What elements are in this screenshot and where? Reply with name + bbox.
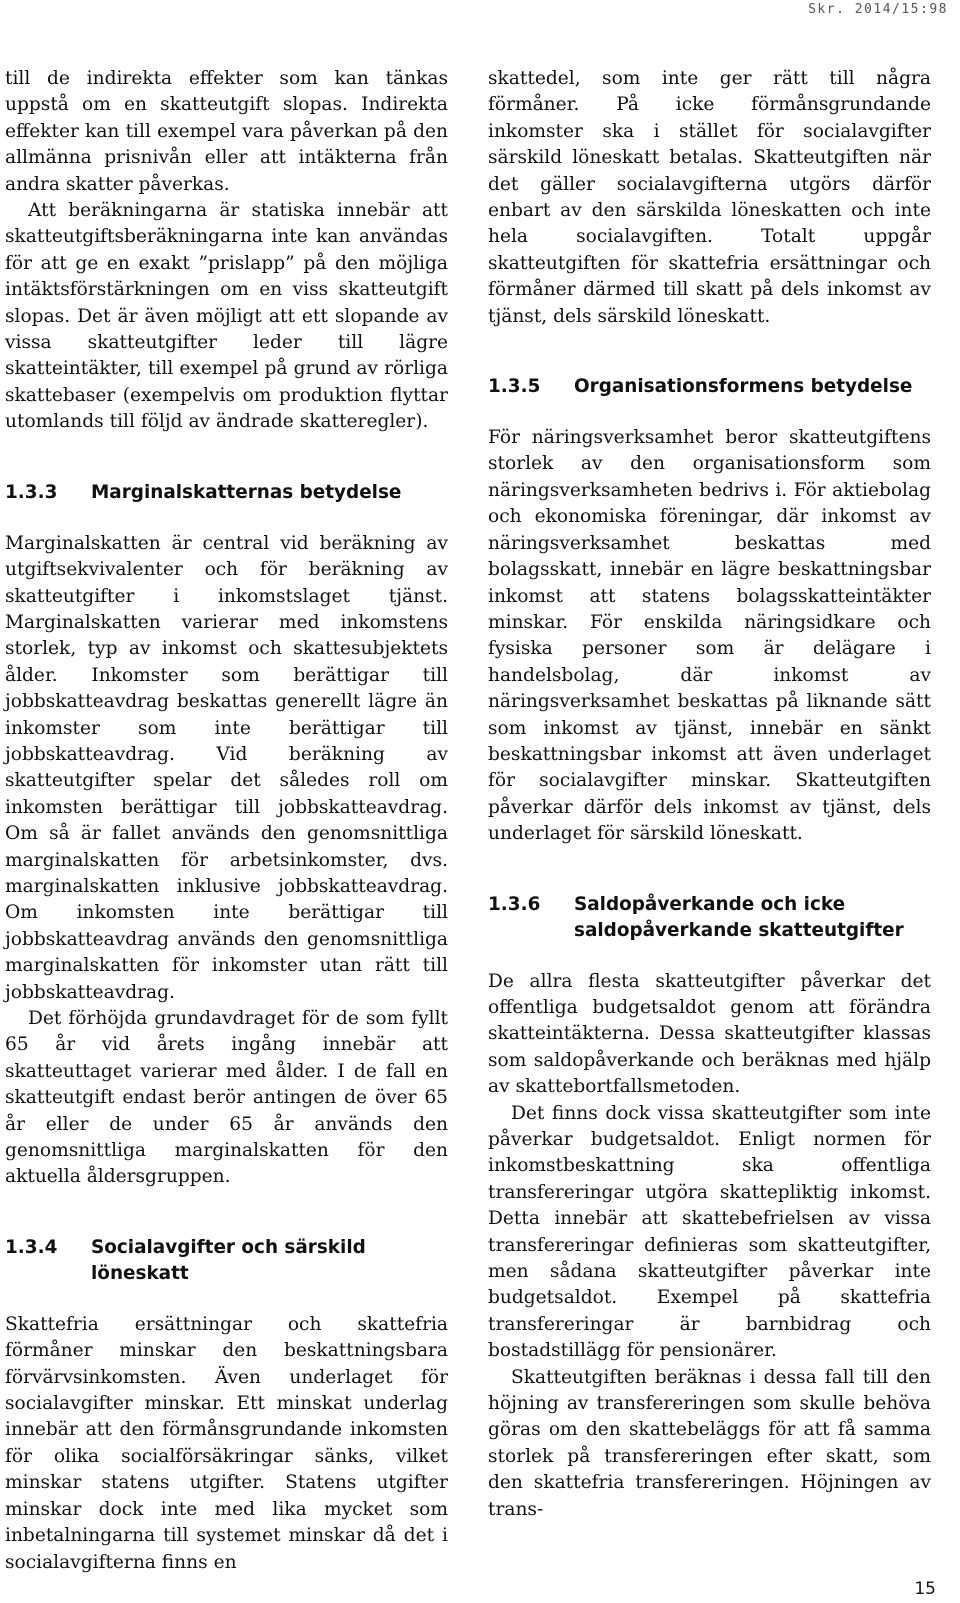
paragraph: För näringsverksamhet beror skatteutgiftens storlek av den organisationsform som näringsverksamheten bedrivs i. För aktiebolag och ekonomiska föreningar, där inkomst av näringsverksamhet beskattas med bolagsskatt, innebär en lägre beskattningsbar inkomst att statens bolagsskatteintäkter minskar. För enskilda näringsidkare och fysiska personer som är delägare i handelsbolag, där inkomst av näringsverksamhet beskattas på liknande sätt som inkomst av tjänst, innebär en sänkt beskattningsbar inkomst att även underlaget för socialavgifter minskar. Skatteutgiften påverkar därför dels inkomst av tjänst, dels underlaget för särskild löneskatt.	[488, 427, 931, 845]
paragraph: Skatteutgiften beräknas i dessa fall till den höjning av transfereringen som skulle behöva göras om den skattebeläggs för att få samma storlek på transfereringen efter skatt, som den skattefria transfereringen. Höjningen av trans-	[488, 1366, 931, 1520]
paragraph: Det finns dock vissa skatteutgifter som inte påverkar budgetsaldot. Enligt normen för inkomstbeskattning ska offentliga transfereringar utgöra skattepliktig inkomst. Detta innebär att skattebefrielsen av vissa transfereringar definieras som skatteutgifter, men sådana skatteutgifter påverkar inte budgetsaldot. Exempel på skattefria transfereringar är barnbidrag och bostadstillägg för pensionärer.	[488, 1102, 931, 1362]
section-heading-1-3-6	[488, 892, 931, 944]
section-heading-1-3-4	[5, 1235, 448, 1287]
section-title: Organisationsformens betydelse	[574, 376, 913, 398]
paragraph: Det förhöjda grundavdraget för de som fyllt 65 år vid årets ingång innebär att skatteuttaget varierar med ålder. I de fall en skatteutgift endast berör antingen de över 65 år eller de under 65 år används den genomsnittliga marginalskatten för den aktuella åldersgruppen.	[5, 1008, 448, 1188]
section-heading-1-3-5	[488, 374, 931, 400]
section-title: Marginalskatternas betydelse	[91, 481, 402, 503]
left-column	[5, 66, 448, 1576]
section-title: Saldopåverkande och icke saldopåverkande skatteutgifter	[574, 893, 904, 941]
running-header: Skr. 2014/15:98	[808, 2, 948, 17]
paragraph: Marginalskatten är central vid beräkning av utgiftsekvivalenter och för beräkning av skatteutgifter i inkomstslaget tjänst. Marginalskatten varierar med inkomstens storlek, typ av inkomst och skattesubjektets ålder. Inkomster som berättigar till jobbskatteavdrag beskattas generellt lägre än inkomster som inte berättigar till jobbskatteavdrag. Vid beräkning av skatteutgifter spelar det således roll om inkomsten berättigar till jobbskatteavdrag. Om så är fallet används den genomsnittliga marginalskatten för arbetsinkomster, dvs. marginalskatten inklusive jobbskatteavdrag. Om inkomsten inte berättigar till jobbskatteavdrag används den genomsnittliga marginalskatten för inkomster utan rätt till jobbskatteavdrag.	[5, 532, 448, 1003]
section-number: 1.3.4	[5, 1236, 58, 1258]
paragraph: Skattefria ersättningar och skattefria förmåner minskar den beskattningsbara förvärvsinkomsten. Även underlaget för socialavgifter minskar. Ett minskat underlag innebär att den förmånsgrundande inkomsten för olika socialförsäkringar sänks, vilket minskar statens utgifter. Statens utgifter minskar dock inte med lika mycket som inbetalningarna till systemet minskar då det i socialavgifterna finns en	[5, 1313, 448, 1573]
section-number: 1.3.6	[488, 893, 541, 915]
paragraph: Att beräkningarna är statiska innebär att skatteutgiftsberäkningarna inte kan användas för att ge en exakt ”prislapp” på den möjliga intäktsförstärkningen om en viss skatteutgift slopas. Det är även möjligt att ett slopande av vissa skatteutgifter leder till lägre skatteintäkter, till exempel på grund av rörliga skattebaser (exempelvis om produktion flyttar utomlands till följd av ändrade skatteregler).	[5, 200, 448, 433]
right-column	[488, 66, 931, 1523]
section-number: 1.3.5	[488, 376, 541, 398]
page-number: 15	[914, 1579, 936, 1599]
paragraph: skattedel, som inte ger rätt till några förmåner. På icke förmånsgrundande inkomster ska i stället för socialavgifter särskild löneskatt betalas. Skatteutgiften när det gäller socialavgifterna utgörs därför enbart av den särskilda löneskatten och inte hela socialavgiften. Totalt uppgår skatteutgiften för skattefria ersättningar och förmåner därmed till skatt på dels inkomst av tjänst, dels särskild löneskatt.	[488, 68, 931, 327]
section-title: Socialavgifter och särskild löneskatt	[91, 1236, 366, 1284]
paragraph: till de indirekta effekter som kan tänkas uppstå om en skatteutgift slopas. Indirekta effekter kan till exempel vara påverkan på den allmänna prisnivån eller att intäkterna från andra skatter påverkas.	[5, 68, 448, 195]
section-number: 1.3.3	[5, 481, 58, 503]
paragraph: De allra flesta skatteutgifter påverkar det offentliga budgetsaldot genom att förändra skatteintäkterna. Dessa skatteutgifter klassas som saldopåverkande och beräknas med hjälp av skattebortfallsmetoden.	[488, 970, 931, 1098]
section-heading-1-3-3	[5, 480, 448, 506]
